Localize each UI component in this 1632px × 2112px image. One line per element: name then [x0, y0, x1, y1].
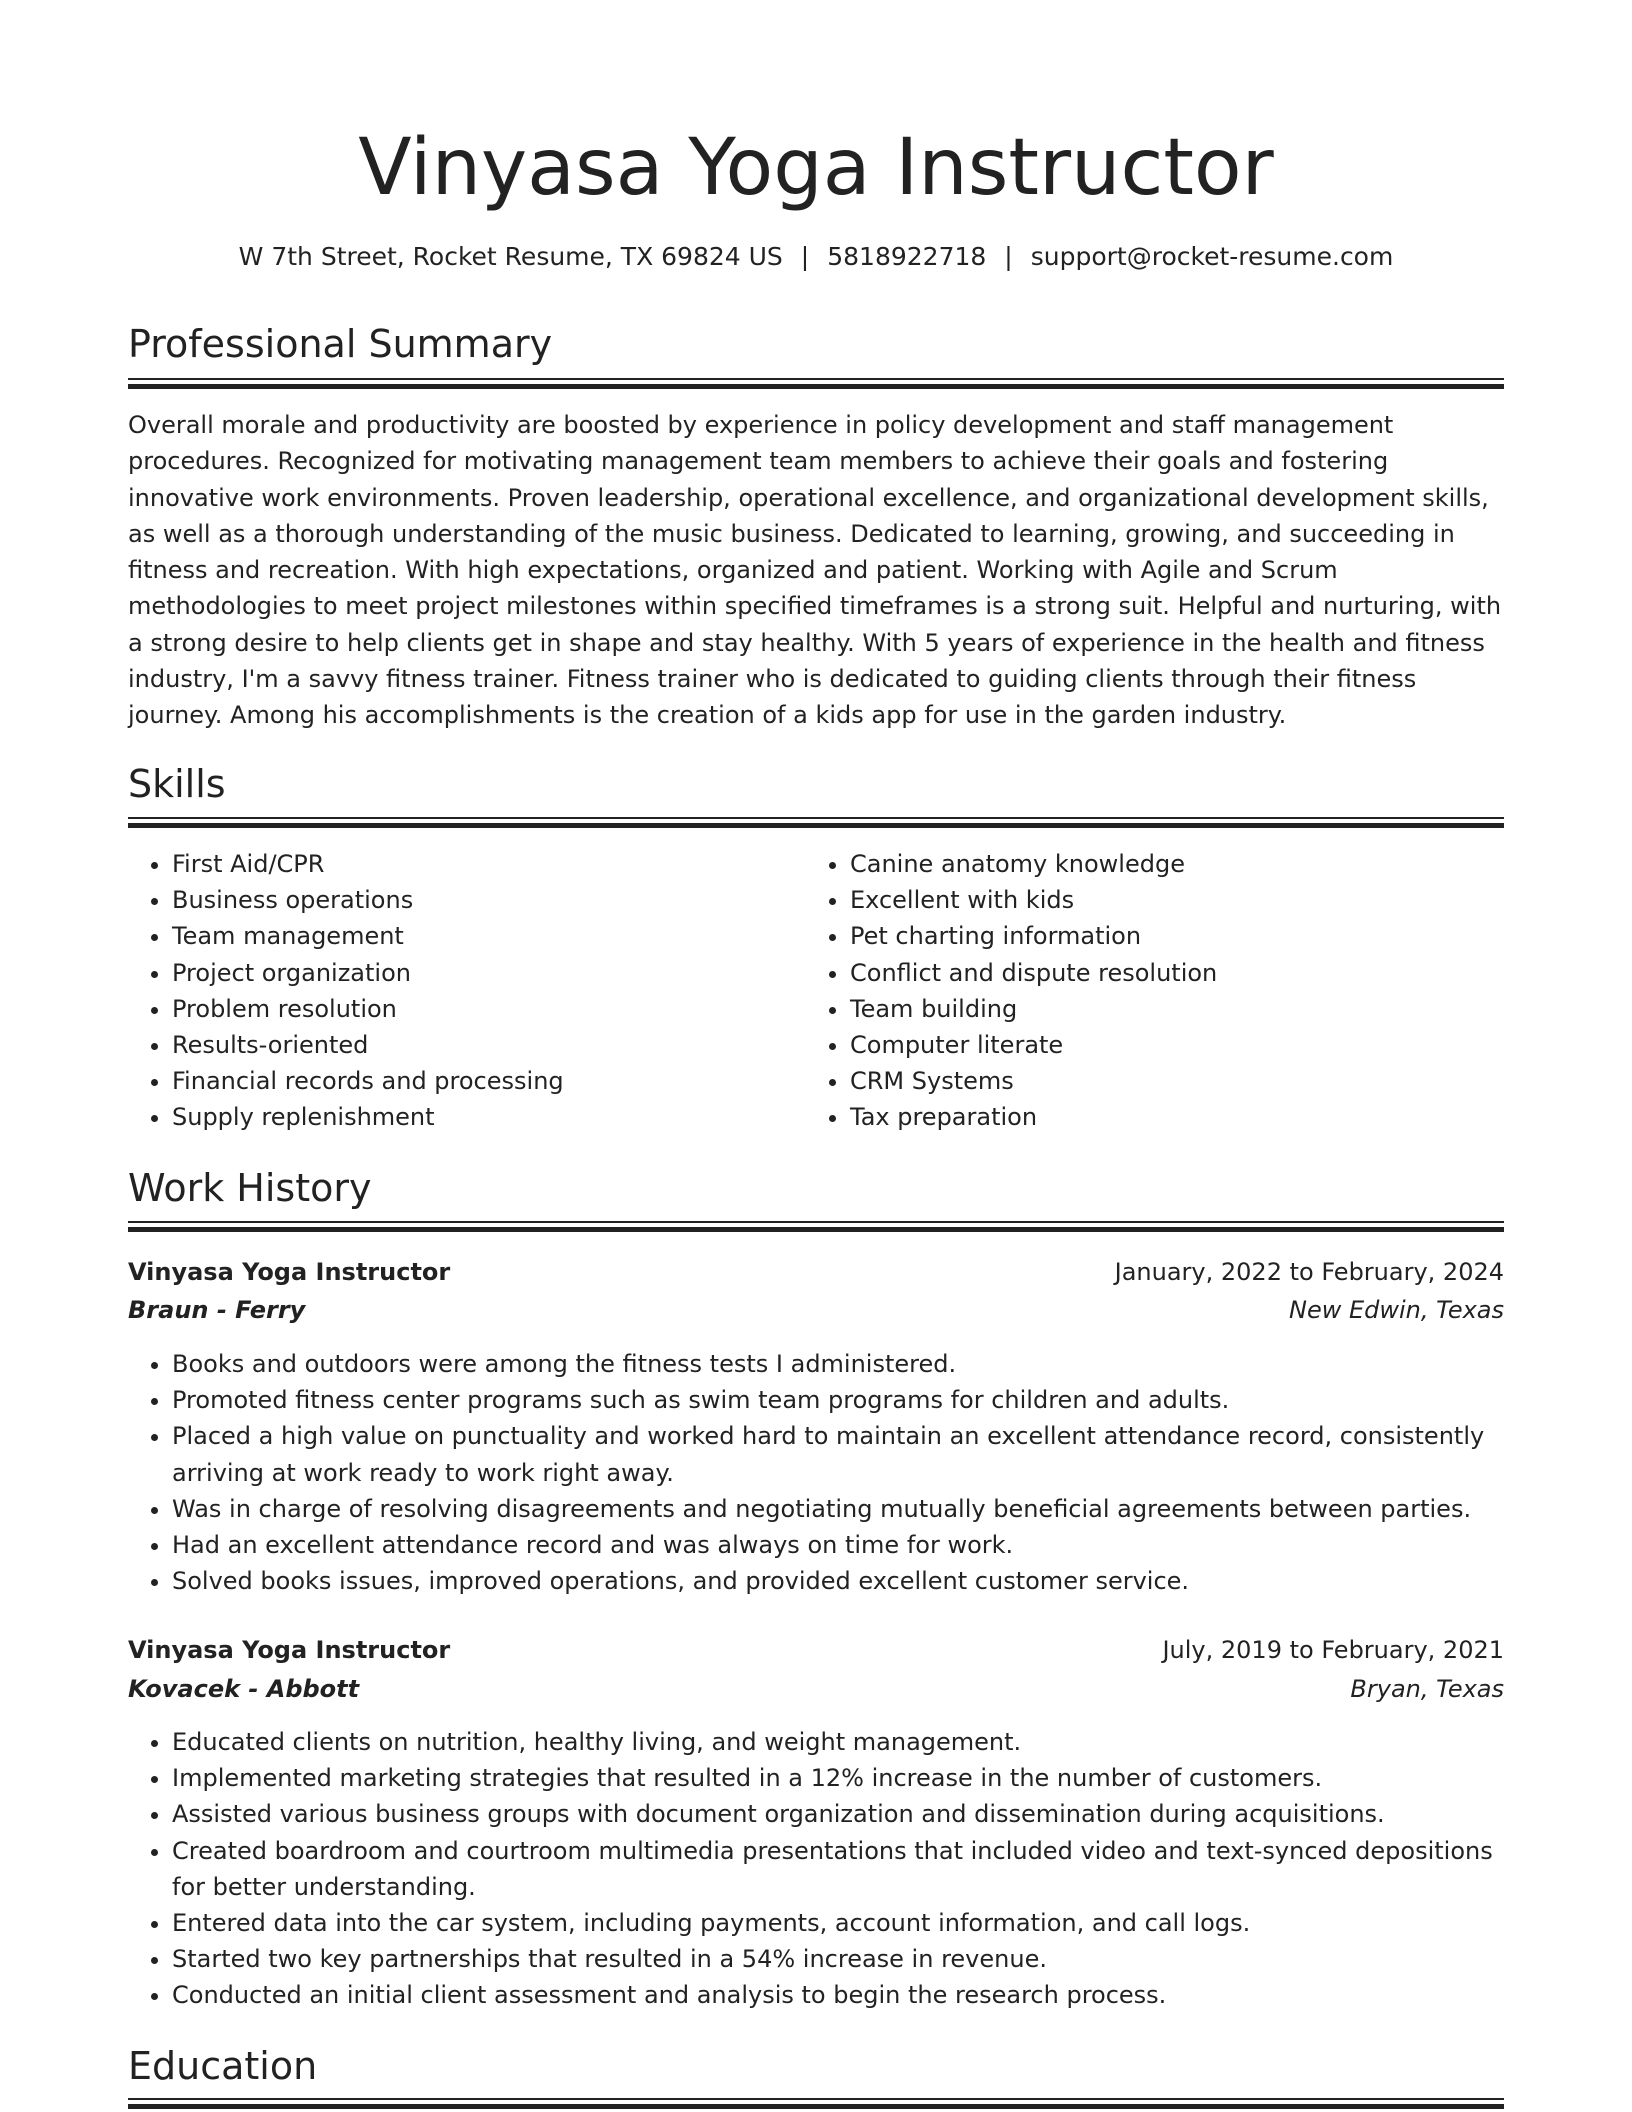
- job-dates: January, 2022 to February, 2024: [1114, 1258, 1504, 1286]
- skill-item: • Results-oriented: [172, 1027, 822, 1063]
- skills-column-right: [806, 846, 1500, 1136]
- contact-line: [128, 240, 1504, 274]
- summary-text: Overall morale and productivity are boosted by experience in policy development and staff management procedures. Recognized for motivating management team members to achieve their goals and fostering innovative work environments. Proven leadership, operational excellence, and organizational development skills, as well as a thorough understanding of the music business. Dedicated to learning, growing, and succeeding in fitness and recreation. With high expectations, organized and patient. Working with Agile and Scrum methodologies to meet project milestones within specified timeframes is a strong suit. Helpful and nurturing, with a strong desire to help clients get in shape and stay healthy. With 5 years of experience in the health and fitness industry, I'm a savvy fitness trainer. Fitness trainer who is dedicated to guiding clients through their fitness journey. Among his accomplishments is the creation of a kids app for use in the garden industry.: [128, 411, 1502, 730]
- job-bullet: • Assisted various business groups with document organization and dissemination during acquisitions.: [172, 1796, 1504, 1832]
- skill-item: • Financial records and processing: [172, 1063, 822, 1099]
- skill-item: • Team management: [172, 918, 822, 954]
- skills-column-left: [128, 846, 822, 1136]
- job-bullets: [128, 1346, 1504, 1599]
- job-location: Bryan, Texas: [1350, 1675, 1504, 1703]
- skill-item: • Computer literate: [850, 1027, 1500, 1063]
- section-title-skills: Skills: [128, 762, 226, 806]
- job-bullet: • Conducted an initial client assessment and analysis to begin the research process.: [172, 1977, 1504, 2013]
- section-divider: [128, 1221, 1504, 1232]
- skill-item: • First Aid/CPR: [172, 846, 822, 882]
- contact-separator: |: [800, 242, 810, 271]
- section-divider: [128, 378, 1504, 389]
- job-bullet: • Promoted fitness center programs such as swim team programs for children and adults.: [172, 1382, 1504, 1418]
- job-bullet: • Had an excellent attendance record and was always on time for work.: [172, 1527, 1504, 1563]
- skill-item: • Tax preparation: [850, 1099, 1500, 1135]
- job-bullet: • Implemented marketing strategies that resulted in a 12% increase in the number of customers.: [172, 1760, 1504, 1796]
- section-title-education: Education: [128, 2044, 318, 2088]
- job-title: Vinyasa Yoga Instructor: [128, 1258, 451, 1286]
- job-bullet: • Solved books issues, improved operations, and provided excellent customer service.: [172, 1563, 1504, 1599]
- skill-item: • Problem resolution: [172, 991, 822, 1027]
- job-bullet: • Entered data into the car system, including payments, account information, and call logs.: [172, 1905, 1504, 1941]
- contact-address: W 7th Street, Rocket Resume, TX 69824 US: [238, 242, 783, 271]
- contact-phone: 5818922718: [827, 242, 987, 271]
- section-title-summary: Professional Summary: [128, 322, 553, 366]
- skill-item: • Project organization: [172, 955, 822, 991]
- job-bullets: [128, 1724, 1504, 2014]
- job-bullet: • Was in charge of resolving disagreements and negotiating mutually beneficial agreements between parties.: [172, 1491, 1504, 1527]
- skill-item: • Excellent with kids: [850, 882, 1500, 918]
- skill-item: • Conflict and dispute resolution: [850, 955, 1500, 991]
- skill-item: • Supply replenishment: [172, 1099, 822, 1135]
- contact-separator: |: [1004, 242, 1013, 271]
- section-divider: [128, 2098, 1504, 2109]
- job-bullet: • Books and outdoors were among the fitness tests I administered.: [172, 1346, 1504, 1382]
- job-dates: July, 2019 to February, 2021: [1162, 1636, 1504, 1664]
- skill-item: • CRM Systems: [850, 1063, 1500, 1099]
- skill-item: • Pet charting information: [850, 918, 1500, 954]
- section-divider: [128, 817, 1504, 828]
- section-title-work-history: Work History: [128, 1166, 372, 1210]
- job-bullet: • Placed a high value on punctuality and worked hard to maintain an excellent attendance record, consistently arriving at work ready to work right away.: [172, 1418, 1504, 1490]
- job-company: Kovacek - Abbott: [128, 1675, 360, 1703]
- contact-email: support@rocket-resume.com: [1030, 242, 1394, 271]
- skill-item: • Team building: [850, 991, 1500, 1027]
- job-bullet: • Created boardroom and courtroom multimedia presentations that included video and text-synced depositions for better understanding.: [172, 1833, 1504, 1905]
- skill-item: • Canine anatomy knowledge: [850, 846, 1500, 882]
- job-location: New Edwin, Texas: [1288, 1296, 1504, 1324]
- job-company: Braun - Ferry: [128, 1296, 306, 1324]
- job-title: Vinyasa Yoga Instructor: [128, 1636, 451, 1664]
- candidate-name: Vinyasa Yoga Instructor: [358, 123, 1274, 213]
- skill-item: • Business operations: [172, 882, 822, 918]
- job-bullet: • Started two key partnerships that resulted in a 54% increase in revenue.: [172, 1941, 1504, 1977]
- job-bullet: • Educated clients on nutrition, healthy living, and weight management.: [172, 1724, 1504, 1760]
